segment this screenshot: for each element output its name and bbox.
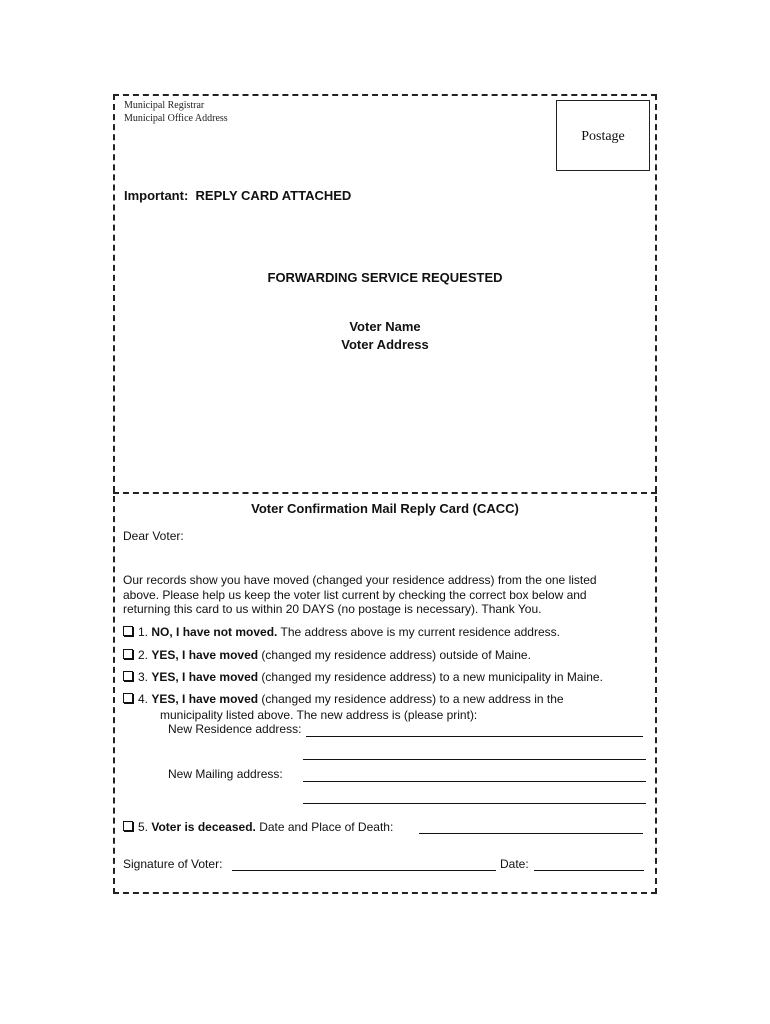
important-text: REPLY CARD ATTACHED <box>195 188 352 203</box>
perforation-divider <box>113 492 657 494</box>
option-2-text: (changed my residence address) outside of Maine. <box>261 648 531 662</box>
death-details-line[interactable] <box>419 833 643 834</box>
new-mailing-label: New Mailing address: <box>168 767 283 781</box>
option-1 <box>123 625 560 639</box>
important-notice <box>124 188 351 203</box>
option-1-number: 1. <box>138 625 149 639</box>
option-5-number: 5. <box>138 820 149 834</box>
new-residence-line-2[interactable] <box>303 759 646 760</box>
new-mailing-line-1[interactable] <box>303 781 646 782</box>
option-3-text: (changed my residence address) to a new municipality in Maine. <box>261 670 603 684</box>
option-2-checkbox[interactable] <box>123 649 133 659</box>
option-5-checkbox[interactable] <box>123 821 133 831</box>
sender-address <box>124 99 228 125</box>
new-residence-line-1[interactable] <box>306 736 643 737</box>
option-4-bold: YES, I have moved <box>151 692 259 706</box>
new-residence-label: New Residence address: <box>168 722 302 736</box>
option-2-bold: YES, I have moved <box>151 648 259 662</box>
option-4-text: (changed my residence address) to a new address in the <box>261 692 564 706</box>
option-4-continuation: municipality listed above. The new address is (please print): <box>160 708 478 722</box>
option-2-number: 2. <box>138 648 149 662</box>
option-1-bold: NO, I have not moved. <box>151 625 278 639</box>
date-line[interactable] <box>534 870 644 871</box>
option-3-checkbox[interactable] <box>123 671 133 681</box>
option-4 <box>123 692 564 706</box>
forwarding-notice: FORWARDING SERVICE REQUESTED <box>267 270 503 285</box>
sender-line-1: Municipal Registrar <box>124 100 205 111</box>
greeting: Dear Voter: <box>123 529 184 543</box>
option-2 <box>123 648 531 662</box>
card-title: Voter Confirmation Mail Reply Card (CACC) <box>251 501 519 516</box>
option-5 <box>123 820 393 834</box>
voter-address: Voter Address <box>341 337 429 352</box>
option-5-bold: Voter is deceased. <box>151 820 256 834</box>
option-1-checkbox[interactable] <box>123 626 133 636</box>
option-3 <box>123 670 603 684</box>
option-3-bold: YES, I have moved <box>151 670 259 684</box>
important-label: Important: <box>124 188 189 203</box>
signature-line[interactable] <box>232 870 496 871</box>
sender-line-2: Municipal Office Address <box>124 113 228 124</box>
paragraph-line-3: returning this card to us within 20 DAYS (no postage is necessary). Thank You. <box>123 602 542 616</box>
option-4-number: 4. <box>138 692 149 706</box>
instructions-paragraph <box>123 573 597 617</box>
signature-label: Signature of Voter: <box>123 857 223 871</box>
option-4-checkbox[interactable] <box>123 693 133 703</box>
new-mailing-line-2[interactable] <box>303 803 646 804</box>
paragraph-line-1: Our records show you have moved (changed your residence address) from the one listed <box>123 573 597 587</box>
postage-label: Postage <box>581 128 625 144</box>
voter-name: Voter Name <box>349 319 421 334</box>
option-3-number: 3. <box>138 670 149 684</box>
postage-box <box>556 100 650 171</box>
option-5-text: Date and Place of Death: <box>259 820 394 834</box>
option-1-text: The address above is my current residence address. <box>280 625 560 639</box>
paragraph-line-2: above. Please help us keep the voter list current by checking the correct box below and <box>123 587 587 602</box>
date-label: Date: <box>500 857 529 871</box>
